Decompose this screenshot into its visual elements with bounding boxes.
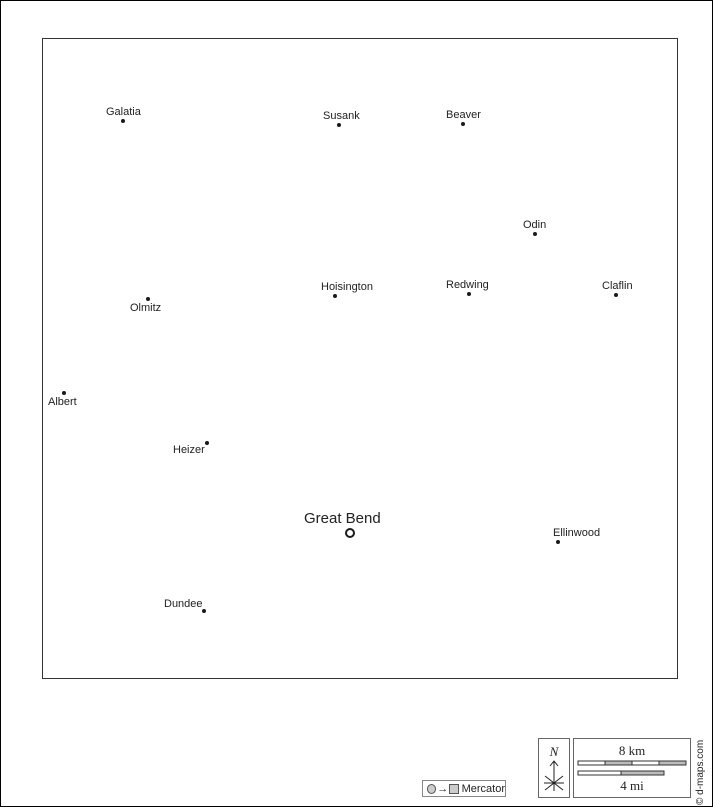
place-label: Albert [48, 396, 77, 408]
town-dot [467, 292, 471, 296]
scale-bar [573, 738, 691, 798]
map-frame [42, 38, 678, 679]
arrow-right-icon: → [437, 782, 449, 795]
place-label: Redwing [446, 279, 489, 291]
flat-map-icon [449, 784, 458, 794]
projection-note [422, 780, 506, 797]
town-dot [337, 123, 341, 127]
place-label: Odin [523, 219, 547, 231]
town-dot [614, 293, 618, 297]
town-dot [333, 294, 337, 298]
place-label: Susank [323, 110, 360, 122]
place-label: Heizer [173, 444, 205, 456]
place-label: Galatia [106, 106, 141, 118]
north-letter: N [549, 744, 559, 759]
place-label: Claflin [602, 280, 633, 292]
north-arrow-box [538, 738, 570, 798]
place-label: Beaver [446, 109, 481, 121]
globe-icon [427, 784, 436, 794]
city-marker-icon [345, 528, 355, 538]
town-dot [121, 119, 125, 123]
scale-km-label: 8 km [618, 743, 646, 758]
town-dot [533, 232, 537, 236]
place-label: Great Bend [304, 510, 381, 527]
place-label: Hoisington [321, 281, 373, 293]
town-dot [205, 441, 209, 445]
place-label: Dundee [164, 598, 203, 610]
town-dot [556, 540, 560, 544]
town-dot [62, 391, 66, 395]
town-dot [202, 609, 206, 613]
place-label: Olmitz [130, 302, 162, 314]
place-label: Ellinwood [553, 527, 601, 539]
scale-mi-label: 4 mi [620, 778, 644, 793]
town-dot [461, 122, 465, 126]
compass-icon [539, 759, 569, 795]
town-dot [146, 297, 150, 301]
projection-label: Mercator [461, 782, 505, 795]
credit-text: © d-maps.com [695, 739, 706, 805]
